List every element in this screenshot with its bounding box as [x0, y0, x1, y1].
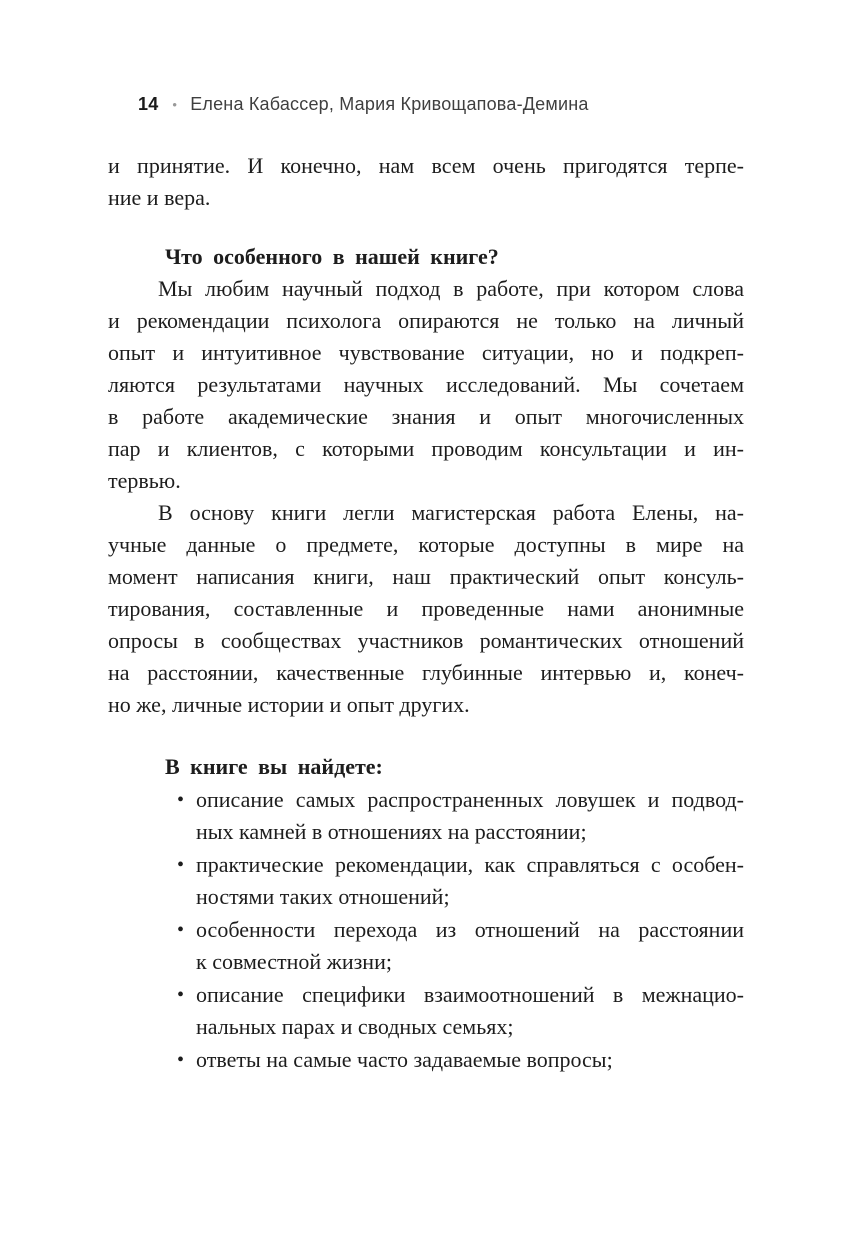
text-line: и рекомендации психолога опираются не только на личный [108, 308, 744, 333]
text-line: В основу книги легли магистерская работа Елены, на- [158, 500, 744, 525]
bullet-list [108, 784, 744, 1076]
section-heading-find: В книге вы найдете: [165, 754, 383, 779]
text-line: момент написания книги, наш практический опыт консуль- [108, 564, 744, 589]
bullet-icon: • [177, 1049, 185, 1071]
text-line: учные данные о предмете, которые доступны в мире на [108, 532, 744, 557]
list-item-text [196, 849, 744, 913]
text-line: ностями таких отношений; [196, 884, 450, 909]
text-line: ных камней в отношениях на расстоянии; [196, 819, 587, 844]
bullet-icon: • [177, 984, 185, 1006]
text-line: опыт и интуитивное чувствование ситуации, но и подкреп- [108, 340, 744, 365]
text-line: пар и клиентов, с которыми проводим консультации и ин- [108, 436, 744, 461]
page-content [108, 150, 744, 1076]
bullet-icon: • [177, 789, 185, 811]
text-line: особенности перехода из отношений на расстоянии [196, 917, 744, 942]
text-line: и принятие. И конечно, нам всем очень пригодятся терпе- [108, 153, 744, 178]
list-item [108, 849, 744, 913]
page-number: 14 [138, 94, 159, 114]
text-line: тирования, составленные и проведенные нами анонимные [108, 596, 744, 621]
list-item [108, 914, 744, 978]
text-line: ляются результатами научных исследований. Мы сочетаем [108, 372, 744, 397]
paragraph-science [108, 273, 744, 497]
paragraph-basis [108, 497, 744, 721]
text-line: описание специфики взаимоотношений в межнацио- [196, 982, 744, 1007]
text-line: практические рекомендации, как справляться с особен- [196, 852, 744, 877]
text-line: к совместной жизни; [196, 949, 392, 974]
separator-dot-icon: • [172, 97, 178, 112]
list-item [108, 1044, 744, 1076]
text-line: Мы любим научный подход в работе, при котором слова [158, 276, 744, 301]
text-line: тервью. [108, 468, 181, 493]
list-item-text [196, 784, 744, 848]
text-line: нальных парах и сводных семьях; [196, 1014, 514, 1039]
text-line: ние и вера. [108, 185, 211, 210]
text-line: в работе академические знания и опыт многочисленных [108, 404, 744, 429]
authors-running-title: Елена Кабассер, Мария Кривощапова-Демина [190, 94, 589, 114]
text-line: ответы на самые часто задаваемые вопросы; [196, 1047, 613, 1072]
list-item-text [196, 979, 744, 1043]
text-line: опросы в сообществах участников романтических отношений [108, 628, 744, 653]
text-line: описание самых распространенных ловушек и подвод- [196, 787, 744, 812]
section-heading-features: Что особенного в нашей книге? [165, 244, 499, 269]
bullet-icon: • [177, 854, 185, 876]
list-item-text [196, 1044, 744, 1076]
bullet-icon: • [177, 919, 185, 941]
list-item-text [196, 914, 744, 978]
list-item [108, 784, 744, 848]
running-header [138, 94, 589, 115]
list-item [108, 979, 744, 1043]
text-line: на расстоянии, качественные глубинные интервью и, конеч- [108, 660, 744, 685]
paragraph-intro [108, 150, 744, 214]
text-line: но же, личные истории и опыт других. [108, 692, 470, 717]
